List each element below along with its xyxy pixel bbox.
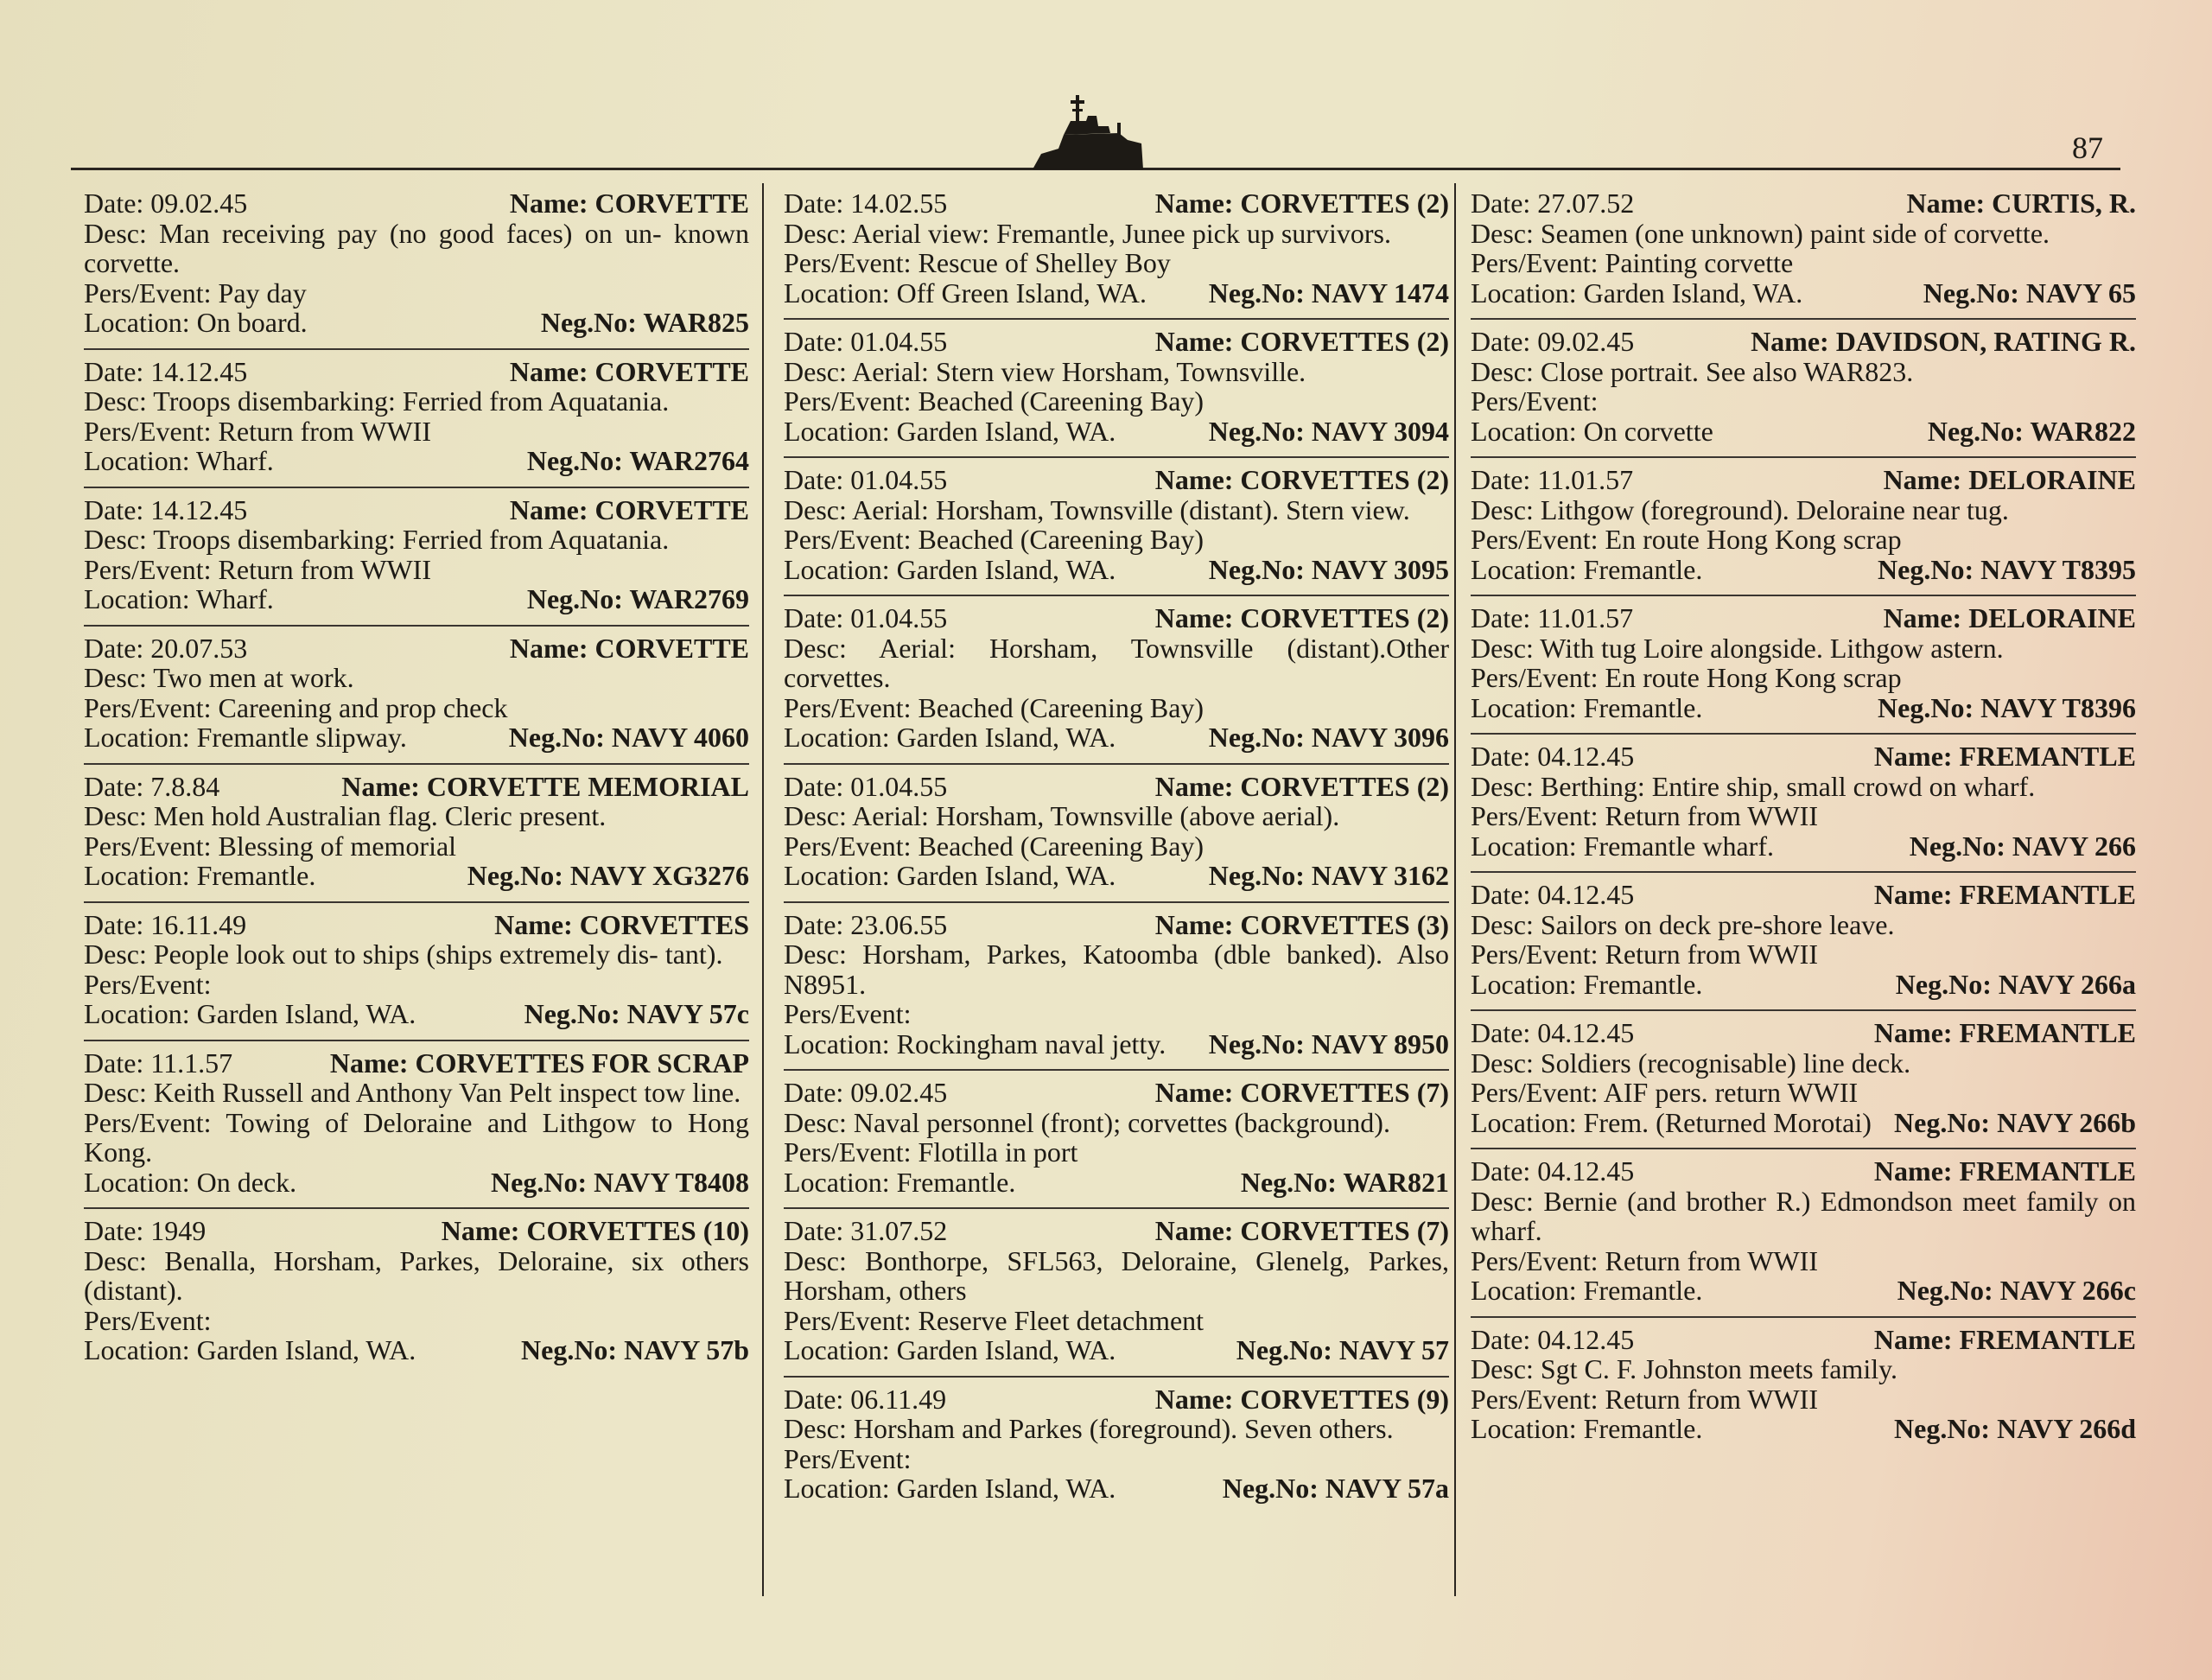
entry-location: Location: Wharf.: [84, 583, 274, 614]
entry-pers-event: Pers/Event:: [1471, 385, 1599, 417]
catalog-entry: [784, 320, 1449, 458]
entry-footer-row: [784, 555, 1449, 585]
entry-name: Name: CORVETTE: [509, 355, 749, 387]
entry-pers-event: Pers/Event:: [84, 968, 212, 1000]
entry-pers-event: Pers/Event: Painting corvette: [1471, 247, 1794, 278]
entry-description: Desc: Bonthorpe, SFL563, Deloraine, Glenelg, Parkes, Horsham, others: [784, 1244, 1449, 1306]
entry-header-row: [784, 465, 1449, 495]
entry-date: Date: 14.12.45: [84, 355, 248, 387]
entry-negative-number: Neg.No: NAVY 57: [1236, 1334, 1449, 1365]
entry-footer-row: [784, 1029, 1449, 1060]
column-divider: [762, 183, 764, 1596]
catalog-entry: [1471, 1318, 2136, 1454]
entry-pers-event: Pers/Event: Flotilla in port: [784, 1136, 1078, 1168]
entry-name: Name: CURTIS, R.: [1906, 188, 2136, 219]
entry-header-row: [84, 188, 749, 219]
entry-location: Location: On deck.: [84, 1166, 297, 1198]
entry-date: Date: 31.07.52: [784, 1215, 948, 1246]
entry-date: Date: 20.07.53: [84, 632, 248, 664]
entry-name: Name: CORVETTES (9): [1154, 1383, 1449, 1415]
entry-date: Date: 09.02.45: [784, 1077, 948, 1108]
entry-footer-row: [784, 1473, 1449, 1504]
entry-negative-number: Neg.No: NAVY 266a: [1895, 968, 2136, 1000]
entry-footer-row: [1471, 693, 2136, 723]
entry-negative-number: Neg.No: NAVY 65: [1923, 277, 2136, 309]
catalog-entry: [84, 903, 749, 1041]
entry-footer-row: [84, 308, 749, 338]
catalog-entry: [84, 1209, 749, 1376]
entry-negative-number: Neg.No: NAVY 266: [1909, 830, 2136, 862]
entry-name: Name: CORVETTES FOR SCRAP: [329, 1047, 749, 1079]
entry-negative-number: Neg.No: WAR2764: [526, 445, 749, 476]
entry-name: Name: CORVETTE MEMORIAL: [341, 770, 749, 802]
entry-pers-event: Pers/Event: Return from WWII: [1471, 800, 1818, 831]
entry-negative-number: Neg.No: NAVY T8396: [1878, 691, 2136, 723]
entry-date: Date: 09.02.45: [1471, 326, 1635, 357]
catalog-entry: [784, 903, 1449, 1072]
entry-pers-event: Pers/Event: Beached (Careening Bay): [784, 691, 1205, 723]
entry-location: Location: Fremantle.: [784, 1166, 1016, 1198]
entry-negative-number: Neg.No: NAVY 3094: [1208, 415, 1449, 447]
catalog-entry: [1471, 458, 2136, 596]
entry-description: Desc: Man receiving pay (no good faces) on un- known corvette.: [84, 217, 749, 278]
entry-header-row: [84, 357, 749, 387]
entry-name: Name: CORVETTES (2): [1154, 326, 1449, 357]
entry-location: Location: Fremantle.: [84, 860, 316, 891]
entry-name: Name: CORVETTES (7): [1154, 1215, 1449, 1246]
entry-date: Date: 04.12.45: [1471, 1017, 1635, 1048]
entry-negative-number: Neg.No: NAVY 57c: [524, 998, 749, 1029]
entry-negative-number: Neg.No: NAVY 266c: [1897, 1275, 2136, 1306]
entry-negative-number: Neg.No: NAVY 3096: [1208, 722, 1449, 753]
entry-pers-event: Pers/Event: Pay day: [84, 277, 307, 309]
catalog-entry: [1471, 181, 2136, 320]
entry-header-row: [1471, 1325, 2136, 1355]
warship-silhouette-icon: [1033, 92, 1145, 169]
entry-date: Date: 01.04.55: [784, 464, 948, 495]
entry-date: Date: 06.11.49: [784, 1383, 947, 1415]
catalog-column-1: [84, 181, 749, 1376]
entry-description: Desc: With tug Loire alongside. Lithgow astern.: [1471, 632, 2004, 664]
entry-header-row: [84, 495, 749, 525]
entry-negative-number: Neg.No: NAVY 4060: [508, 722, 749, 753]
entry-footer-row: [784, 1335, 1449, 1365]
entry-date: Date: 11.1.57: [84, 1047, 233, 1079]
entry-location: Location: Garden Island, WA.: [784, 722, 1116, 753]
entry-pers-event: Pers/Event: Return from WWII: [84, 553, 431, 585]
entry-footer-row: [784, 722, 1449, 753]
entry-header-row: [784, 772, 1449, 802]
entry-pers-event: Pers/Event: Beached (Careening Bay): [784, 524, 1205, 555]
entry-footer-row: [784, 278, 1449, 309]
entry-header-row: [784, 188, 1449, 219]
entry-footer-row: [784, 1168, 1449, 1198]
entry-location: Location: On corvette: [1471, 415, 1713, 447]
entry-pers-event: Pers/Event: Reserve Fleet detachment: [784, 1304, 1205, 1336]
entry-name: Name: CORVETTES (3): [1154, 908, 1449, 940]
entry-name: Name: CORVETTES (2): [1154, 188, 1449, 219]
column-divider: [1454, 183, 1456, 1596]
entry-location: Location: Fremantle.: [1471, 691, 1703, 723]
entry-name: Name: CORVETTES: [494, 908, 749, 940]
entry-description: Desc: Aerial: Horsham, Townsville (distant).Other corvettes.: [784, 632, 1449, 693]
entry-footer-row: [84, 1335, 749, 1365]
entry-name: Name: CORVETTES (7): [1154, 1077, 1449, 1108]
catalog-entry: [84, 181, 749, 350]
entry-description: Desc: Berthing: Entire ship, small crowd on wharf.: [1471, 770, 2036, 802]
entry-description: Desc: Benalla, Horsham, Parkes, Deloraine, six others (distant).: [84, 1244, 749, 1306]
entry-date: Date: 7.8.84: [84, 770, 220, 802]
catalog-entry: [1471, 735, 2136, 873]
entry-location: Location: On board.: [84, 307, 308, 338]
entry-description: Desc: Naval personnel (front); corvettes (background).: [784, 1106, 1390, 1138]
entry-footer-row: [1471, 417, 2136, 447]
catalog-entry: [84, 1041, 749, 1210]
entry-header-row: [784, 327, 1449, 357]
entry-negative-number: Neg.No: NAVY 3095: [1208, 553, 1449, 585]
entry-date: Date: 16.11.49: [84, 908, 247, 940]
catalog-entry: [784, 1071, 1449, 1209]
entry-name: Name: CORVETTES (10): [441, 1215, 749, 1246]
entry-description: Desc: Troops disembarking: Ferried from Aquatania.: [84, 385, 670, 417]
entry-date: Date: 11.01.57: [1471, 464, 1634, 495]
entry-header-row: [1471, 880, 2136, 910]
entry-date: Date: 04.12.45: [1471, 741, 1635, 772]
entry-header-row: [1471, 465, 2136, 495]
entry-header-row: [784, 1078, 1449, 1108]
entry-date: Date: 01.04.55: [784, 770, 948, 802]
catalog-entry: [84, 350, 749, 488]
entry-location: Location: Off Green Island, WA.: [784, 277, 1147, 309]
entry-pers-event: Pers/Event:: [784, 998, 912, 1029]
entry-footer-row: [784, 861, 1449, 891]
catalog-entry: [784, 765, 1449, 903]
catalog-entry: [784, 596, 1449, 765]
entry-negative-number: Neg.No: NAVY 57a: [1222, 1473, 1449, 1504]
entry-date: Date: 04.12.45: [1471, 1155, 1635, 1187]
entry-footer-row: [784, 417, 1449, 447]
catalog-entry: [84, 627, 749, 765]
entry-description: Desc: Aerial: Horsham, Townsville (distant). Stern view.: [784, 493, 1410, 525]
entry-pers-event: Pers/Event: Beached (Careening Bay): [784, 830, 1205, 862]
entry-footer-row: [1471, 278, 2136, 309]
entry-header-row: [784, 1384, 1449, 1415]
entry-negative-number: Neg.No: NAVY 3162: [1208, 860, 1449, 891]
entry-name: Name: CORVETTE: [509, 632, 749, 664]
entry-footer-row: [84, 446, 749, 476]
entry-negative-number: Neg.No: NAVY 266b: [1894, 1106, 2136, 1138]
entry-pers-event: Pers/Event: En route Hong Kong scrap: [1471, 662, 1902, 693]
entry-pers-event: Pers/Event:: [84, 1304, 212, 1336]
entry-negative-number: Neg.No: WAR822: [1927, 415, 2136, 447]
catalog-entry: [84, 765, 749, 903]
entry-header-row: [784, 603, 1449, 633]
entry-location: Location: Fremantle wharf.: [1471, 830, 1774, 862]
entry-negative-number: Neg.No: WAR825: [540, 307, 749, 338]
entry-pers-event: Pers/Event: AIF pers. return WWII: [1471, 1077, 1859, 1108]
entry-name: Name: FREMANTLE: [1873, 741, 2136, 772]
entry-location: Location: Garden Island, WA.: [784, 860, 1116, 891]
entry-description: Desc: Two men at work.: [84, 662, 354, 693]
entry-location: Location: Fremantle.: [1471, 1275, 1703, 1306]
entry-name: Name: DELORAINE: [1883, 602, 2136, 633]
entry-date: Date: 09.02.45: [84, 188, 248, 219]
entry-negative-number: Neg.No: NAVY T8395: [1878, 553, 2136, 585]
entry-date: Date: 04.12.45: [1471, 879, 1635, 910]
entry-header-row: [784, 1216, 1449, 1246]
entry-description: Desc: Keith Russell and Anthony Van Pelt inspect tow line.: [84, 1077, 741, 1108]
entry-negative-number: Neg.No: NAVY 266d: [1894, 1413, 2136, 1444]
entry-footer-row: [1471, 970, 2136, 1000]
entry-footer-row: [84, 722, 749, 753]
entry-date: Date: 11.01.57: [1471, 602, 1634, 633]
catalog-column-2: [784, 181, 1449, 1514]
catalog-entry: [1471, 1011, 2136, 1149]
entry-header-row: [1471, 327, 2136, 357]
entry-pers-event: Pers/Event: Return from WWII: [1471, 1383, 1818, 1415]
entry-negative-number: Neg.No: WAR821: [1240, 1166, 1449, 1198]
entry-location: Location: Garden Island, WA.: [1471, 277, 1803, 309]
entry-footer-row: [84, 861, 749, 891]
catalog-entry: [784, 1378, 1449, 1514]
entry-location: Location: Garden Island, WA.: [84, 998, 416, 1029]
entry-location: Location: Garden Island, WA.: [784, 1334, 1116, 1365]
catalog-entry: [1471, 596, 2136, 735]
entry-header-row: [1471, 741, 2136, 772]
entry-name: Name: FREMANTLE: [1873, 1017, 2136, 1048]
entry-location: Location: Wharf.: [84, 445, 274, 476]
entry-footer-row: [84, 1168, 749, 1198]
catalog-column-3: [1471, 181, 2136, 1454]
entry-description: Desc: Troops disembarking: Ferried from Aquatania.: [84, 524, 670, 555]
entry-name: Name: DAVIDSON, RATING R.: [1751, 326, 2136, 357]
entry-header-row: [1471, 603, 2136, 633]
entry-negative-number: Neg.No: WAR2769: [526, 583, 749, 614]
entry-date: Date: 23.06.55: [784, 908, 948, 940]
entry-header-row: [84, 633, 749, 664]
entry-name: Name: CORVETTES (2): [1154, 770, 1449, 802]
entry-date: Date: 27.07.52: [1471, 188, 1635, 219]
page-number: 87: [2072, 130, 2103, 165]
entry-description: Desc: Aerial view: Fremantle, Junee pick up survivors.: [784, 217, 1391, 249]
entry-description: Desc: Close portrait. See also WAR823.: [1471, 355, 1914, 387]
entry-description: Desc: Sailors on deck pre-shore leave.: [1471, 908, 1895, 940]
entry-location: Location: Garden Island, WA.: [84, 1334, 416, 1365]
entry-header-row: [84, 772, 749, 802]
entry-header-row: [84, 910, 749, 940]
entry-header-row: [784, 910, 1449, 940]
entry-header-row: [84, 1216, 749, 1246]
entry-footer-row: [1471, 831, 2136, 862]
entry-location: Location: Fremantle.: [1471, 968, 1703, 1000]
entry-footer-row: [84, 584, 749, 614]
catalog-entry: [84, 488, 749, 627]
entry-pers-event: Pers/Event: Return from WWII: [1471, 939, 1818, 970]
entry-negative-number: Neg.No: NAVY 8950: [1208, 1028, 1449, 1060]
entry-description: Desc: Sgt C. F. Johnston meets family.: [1471, 1353, 1898, 1384]
entry-negative-number: Neg.No: NAVY T8408: [491, 1166, 749, 1198]
entry-footer-row: [84, 999, 749, 1029]
entry-footer-row: [1471, 555, 2136, 585]
entry-location: Location: Garden Island, WA.: [784, 553, 1116, 585]
entry-header-row: [1471, 1156, 2136, 1187]
entry-name: Name: CORVETTE: [509, 493, 749, 525]
entry-header-row: [1471, 188, 2136, 219]
entry-date: Date: 1949: [84, 1215, 207, 1246]
catalog-entry: [784, 1209, 1449, 1378]
catalog-entry: [784, 458, 1449, 596]
entry-location: Location: Garden Island, WA.: [784, 415, 1116, 447]
entry-negative-number: Neg.No: NAVY 57b: [521, 1334, 749, 1365]
entry-footer-row: [1471, 1276, 2136, 1306]
entry-negative-number: Neg.No: NAVY 1474: [1208, 277, 1449, 309]
entry-date: Date: 14.12.45: [84, 493, 248, 525]
entry-description: Desc: Bernie (and brother R.) Edmondson meet family on wharf.: [1471, 1185, 2136, 1246]
entry-pers-event: Pers/Event:: [784, 1442, 912, 1474]
entry-location: Location: Garden Island, WA.: [784, 1473, 1116, 1504]
entry-name: Name: DELORAINE: [1883, 464, 2136, 495]
catalog-entry: [1471, 320, 2136, 458]
entry-description: Desc: Horsham and Parkes (foreground). Seven others.: [784, 1413, 1394, 1444]
entry-date: Date: 01.04.55: [784, 326, 948, 357]
entry-pers-event: Pers/Event: En route Hong Kong scrap: [1471, 524, 1902, 555]
entry-pers-event: Pers/Event: Rescue of Shelley Boy: [784, 247, 1171, 278]
catalog-entry: [784, 181, 1449, 320]
entry-negative-number: Neg.No: NAVY XG3276: [467, 860, 749, 891]
entry-pers-event: Pers/Event: Careening and prop check: [84, 691, 508, 723]
entry-description: Desc: Soldiers (recognisable) line deck.: [1471, 1047, 1911, 1079]
entry-date: Date: 14.02.55: [784, 188, 948, 219]
entry-location: Location: Fremantle.: [1471, 1413, 1703, 1444]
entry-pers-event: Pers/Event: Blessing of memorial: [84, 830, 457, 862]
entry-pers-event: Pers/Event: Towing of Deloraine and Lithgow to Hong Kong.: [84, 1106, 749, 1168]
entry-pers-event: Pers/Event: Return from WWII: [1471, 1244, 1818, 1276]
catalog-entry: [1471, 873, 2136, 1011]
entry-name: Name: CORVETTES (2): [1154, 602, 1449, 633]
entry-location: Location: Rockingham naval jetty.: [784, 1028, 1166, 1060]
entry-location: Location: Fremantle slipway.: [84, 722, 407, 753]
entry-description: Desc: Lithgow (foreground). Deloraine near tug.: [1471, 493, 2009, 525]
entry-header-row: [1471, 1018, 2136, 1048]
entry-name: Name: FREMANTLE: [1873, 1323, 2136, 1355]
entry-name: Name: CORVETTES (2): [1154, 464, 1449, 495]
entry-name: Name: FREMANTLE: [1873, 879, 2136, 910]
entry-description: Desc: Aerial: Horsham, Townsville (above aerial).: [784, 800, 1340, 831]
entry-header-row: [84, 1048, 749, 1079]
entry-location: Location: Fremantle.: [1471, 553, 1703, 585]
entry-name: Name: FREMANTLE: [1873, 1155, 2136, 1187]
entry-description: Desc: Seamen (one unknown) paint side of corvette.: [1471, 217, 2050, 249]
entry-pers-event: Pers/Event: Return from WWII: [84, 415, 431, 447]
entry-description: Desc: Horsham, Parkes, Katoomba (dble banked). Also N8951.: [784, 939, 1449, 1000]
entry-location: Location: Frem. (Returned Morotai): [1471, 1106, 1872, 1138]
entry-pers-event: Pers/Event: Beached (Careening Bay): [784, 385, 1205, 417]
entry-description: Desc: People look out to ships (ships extremely dis- tant).: [84, 939, 723, 970]
entry-description: Desc: Men hold Australian flag. Cleric present.: [84, 800, 607, 831]
entry-footer-row: [1471, 1414, 2136, 1444]
entry-date: Date: 01.04.55: [784, 602, 948, 633]
entry-name: Name: CORVETTE: [509, 188, 749, 219]
entry-date: Date: 04.12.45: [1471, 1323, 1635, 1355]
entry-description: Desc: Aerial: Stern view Horsham, Townsville.: [784, 355, 1306, 387]
entry-footer-row: [1471, 1108, 2136, 1138]
catalog-entry: [1471, 1149, 2136, 1318]
